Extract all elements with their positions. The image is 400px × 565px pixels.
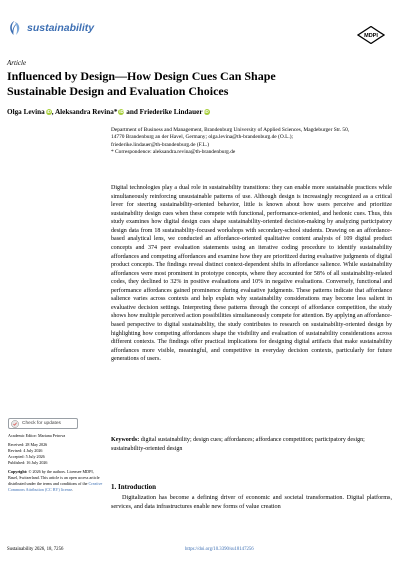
check-updates-icon (11, 420, 19, 428)
article-type: Article (7, 59, 27, 67)
orcid-icon[interactable]: iD (204, 109, 209, 114)
received-date: Received: 28 May 2026 (8, 442, 48, 448)
section-heading: 1. Introduction (111, 483, 156, 491)
affiliation-line: 14770 Brandenburg an der Havel, Germany; olga.levina@th-brandenburg.de (O.L.); (111, 134, 294, 141)
journal-name[interactable]: sustainability (27, 22, 95, 34)
academic-editor: Academic Editor: Mariana Petrova (8, 433, 66, 438)
abstract-text: Digital technologies play a dual role in sustainability transitions: they can enable more sustainable practices while simultaneously reinforcing unsustainable patterns of use. Although design is increasingly recognized as a critical lever for steering sustainability-oriented behavior, little is known about how users perceive and prioritize sustainability design cues when these compete with functional, performance-oriented, and hedonic cues. Thus, this study examines how digital design cues shape sustainability-oriented decision-making by analyzing participatory design data from 18 sustainability-focused workshops with secondary-school students. Drawing on an affordance-based analytical lens, we conducted an affordance-oriented qualitative content analysis of 109 digital product concepts and 374 peer evaluation statements using an iterative coding procedure to identify sustainability affordances and competing affordances and examine how they are prioritized during evaluative judgments of digital product concepts. The findings reveal distinct context-dependent shifts in affordance salience. While sustainability affordances were most prominent in prototype concepts, where they accounted for 58% of all sustainability-related codes, they declined to 32% in positive evaluations and 10% in negative evaluations. Conversely, functional and performance affordances gained prominence during evaluative judgments. These patterns indicate that affordance salience varies across contexts and help explain why sustainability considerations may become less salient in evaluative decision settings. Interpreting these patterns through the concept of affordance competition, the study shows how multiple perceived action possibilities simultaneously compete for attention. By applying an affordance-based perspective to digital sustainability, the study contributes to research on sustainability-oriented design by highlighting how competing affordances shape the visibility and evaluation of sustainability considerations across different contexts. The findings offer practical implications for designing digital artifacts that make sustainability affordances more visible, meaningful, and competitive in everyday decision contexts, particularly for future generations of users. (111, 185, 393, 363)
keywords-text: digital sustainability; design cues; affordances; affordance competition; participatory design; sustainability-oriented design (111, 437, 365, 452)
author-name[interactable]: Friederike Lindauer (139, 108, 203, 116)
check-updates-label: Check for updates (22, 421, 61, 426)
orcid-icon[interactable]: iD (119, 109, 124, 114)
author-name[interactable]: Olga Levina (7, 108, 45, 116)
journal-logo-icon (7, 20, 22, 36)
author-separator: , (51, 108, 55, 116)
svg-text:MDPI: MDPI (364, 33, 378, 39)
publication-info-sidebar (8, 433, 103, 493)
doi-link[interactable]: https://doi.org/10.3390/su18147256 (185, 547, 254, 552)
published-date: Published: 16 July 2026 (8, 460, 48, 466)
orcid-icon[interactable]: iD (46, 109, 51, 114)
affiliation-block (111, 127, 393, 157)
author-separator: and (124, 108, 140, 116)
affiliation-line: friederike.lindauer@th-brandenburg.de (F.L.) (111, 141, 209, 148)
accepted-date: Accepted: 5 July 2026 (8, 454, 45, 460)
corresponding-marker: * (113, 108, 118, 116)
section-text: Digitalization has become a defining driver of economic and societal transformation. Digital platforms, services, and data infrastructures enable new forms of value creation (111, 494, 392, 510)
author-name[interactable]: Aleksandra Revina (54, 108, 114, 116)
revised-date: Revised: 4 July 2026 (8, 448, 43, 454)
copyright-notice: Copyright: © 2026 by the authors. Licensee MDPI, Basel, Switzerland. This article is an open access article distributed under the terms and conditions of the Creative Commons Attribution (CC BY) license. (8, 469, 103, 493)
affiliation-line: Department of Business and Management, Brandenburg University of Applied Sciences, Magdeburger Str. 50, (111, 127, 350, 133)
footer-citation: Sustainability 2026, 18, 7256 (7, 547, 64, 552)
article-title: Influenced by Design—How Design Cues Can Shape Sustainable Design and Evaluation Choices (7, 69, 276, 98)
mdpi-logo-icon (357, 26, 385, 44)
journal-header (0, 0, 400, 50)
keywords (111, 436, 392, 453)
correspondence-line: * Correspondence: aleksandra.revina@th-brandenburg.de (111, 149, 236, 156)
check-for-updates-button[interactable] (8, 418, 78, 429)
keywords-label: Keywords: (111, 437, 140, 443)
cc-license-link[interactable]: Creative Commons Attribution (CC BY) license (8, 481, 103, 493)
author-list (7, 108, 210, 116)
